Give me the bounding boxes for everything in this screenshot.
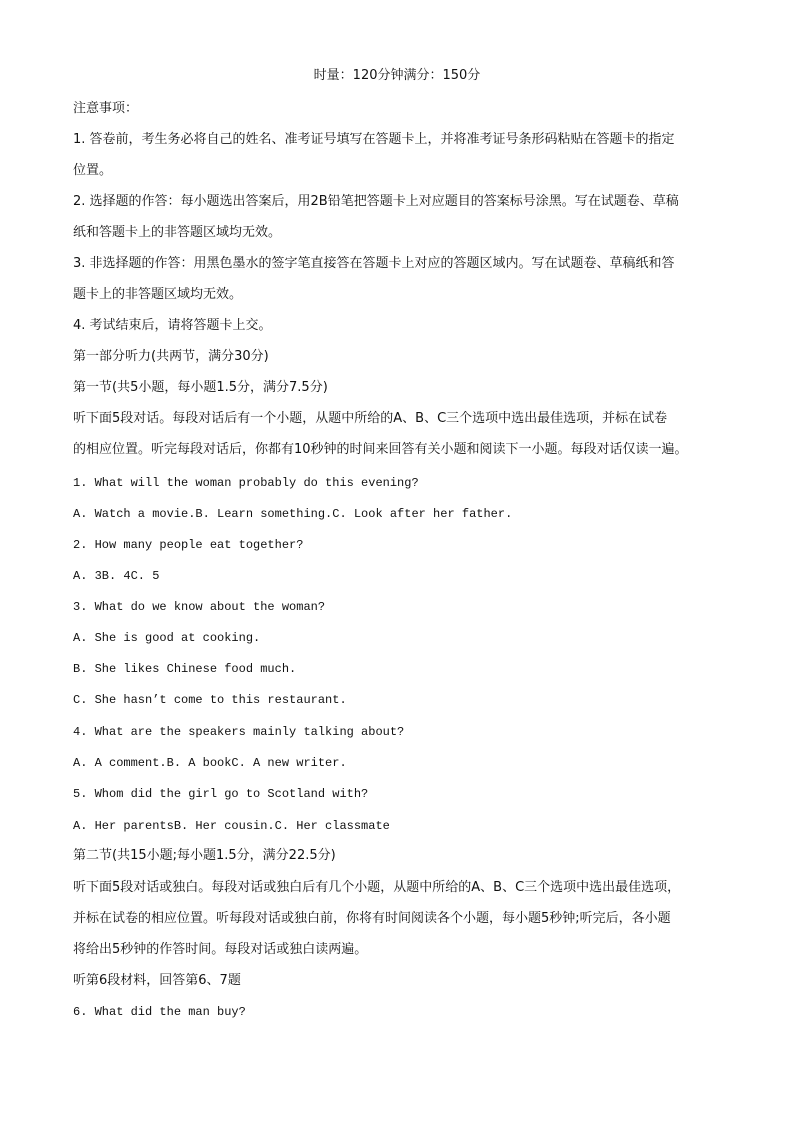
question-3-option-c: C. She hasn’t come to this restaurant.: [73, 693, 347, 707]
section-2-instruction-line-2: 并标在试卷的相应位置。听每段对话或独白前，你将有时间阅读各个小题，每小题5秒钟;听完后，各小题: [73, 911, 671, 926]
section-2-title: 第二节(共15小题;每小题1.5分，满分22.5分): [73, 848, 336, 863]
question-5-options: A. Her parentsB. Her cousin.C. Her classmate: [73, 819, 390, 833]
material-6-heading: 听第6段材料，回答第6、7题: [73, 973, 241, 988]
section-1-instruction-line-2: 的相应位置。听完每段对话后，你都有10秒钟的时间来回答有关小题和阅读下一小题。每段对话仅读一遍。: [73, 442, 688, 457]
notes-title: 注意事项：: [73, 101, 139, 116]
note-3-line-2: 题卡上的非答题区域均无效。: [73, 287, 243, 302]
note-2-line-1: 2. 选择题的作答：每小题选出答案后，用2B铅笔把答题卡上对应题目的答案标号涂黑。写在试题卷、草稿: [73, 194, 679, 209]
question-6: 6. What did the man buy?: [73, 1005, 246, 1019]
part-1-title: 第一部分听力(共两节，满分30分): [73, 349, 269, 364]
section-1-title: 第一节(共5小题，每小题1.5分，满分7.5分): [73, 380, 328, 395]
question-5: 5. Whom did the girl go to Scotland with?: [73, 787, 369, 801]
note-3-line-1: 3. 非选择题的作答：用黑色墨水的签字笔直接答在答题卡上对应的答题区域内。写在试题卷、草稿纸和答: [73, 256, 675, 271]
question-1-options: A. Watch a movie.B. Learn something.C. Look after her father.: [73, 507, 513, 521]
note-1-line-1: 1. 答卷前，考生务必将自己的姓名、准考证号填写在答题卡上，并将准考证号条形码粘贴在答题卡的指定: [73, 132, 675, 147]
section-1-instruction-line-1: 听下面5段对话。每段对话后有一个小题，从题中所给的A、B、C三个选项中选出最佳选项，并标在试卷: [73, 411, 668, 426]
section-2-instruction-line-3: 将给出5秒钟的作答时间。每段对话或独白读两遍。: [73, 942, 368, 957]
question-3-option-a: A. She is good at cooking.: [73, 631, 261, 645]
note-1-line-2: 位置。: [73, 163, 113, 178]
question-2: 2. How many people eat together?: [73, 538, 304, 552]
note-2-line-2: 纸和答题卡上的非答题区域均无效。: [73, 225, 282, 240]
question-1: 1. What will the woman probably do this evening?: [73, 476, 419, 490]
section-2-instruction-line-1: 听下面5段对话或独白。每段对话或独白后有几个小题，从题中所给的A、B、C三个选项中选出最佳选项，: [73, 880, 681, 895]
question-4-options: A. A comment.B. A bookC. A new writer.: [73, 756, 347, 770]
question-3: 3. What do we know about the woman?: [73, 600, 326, 614]
question-2-options: A. 3B. 4C. 5: [73, 569, 160, 583]
note-4: 4. 考试结束后，请将答题卡上交。: [73, 318, 272, 333]
question-4: 4. What are the speakers mainly talking about?: [73, 725, 405, 739]
time-score-header: 时量：120分钟满分：150分: [313, 68, 481, 83]
question-3-option-b: B. She likes Chinese food much.: [73, 662, 297, 676]
